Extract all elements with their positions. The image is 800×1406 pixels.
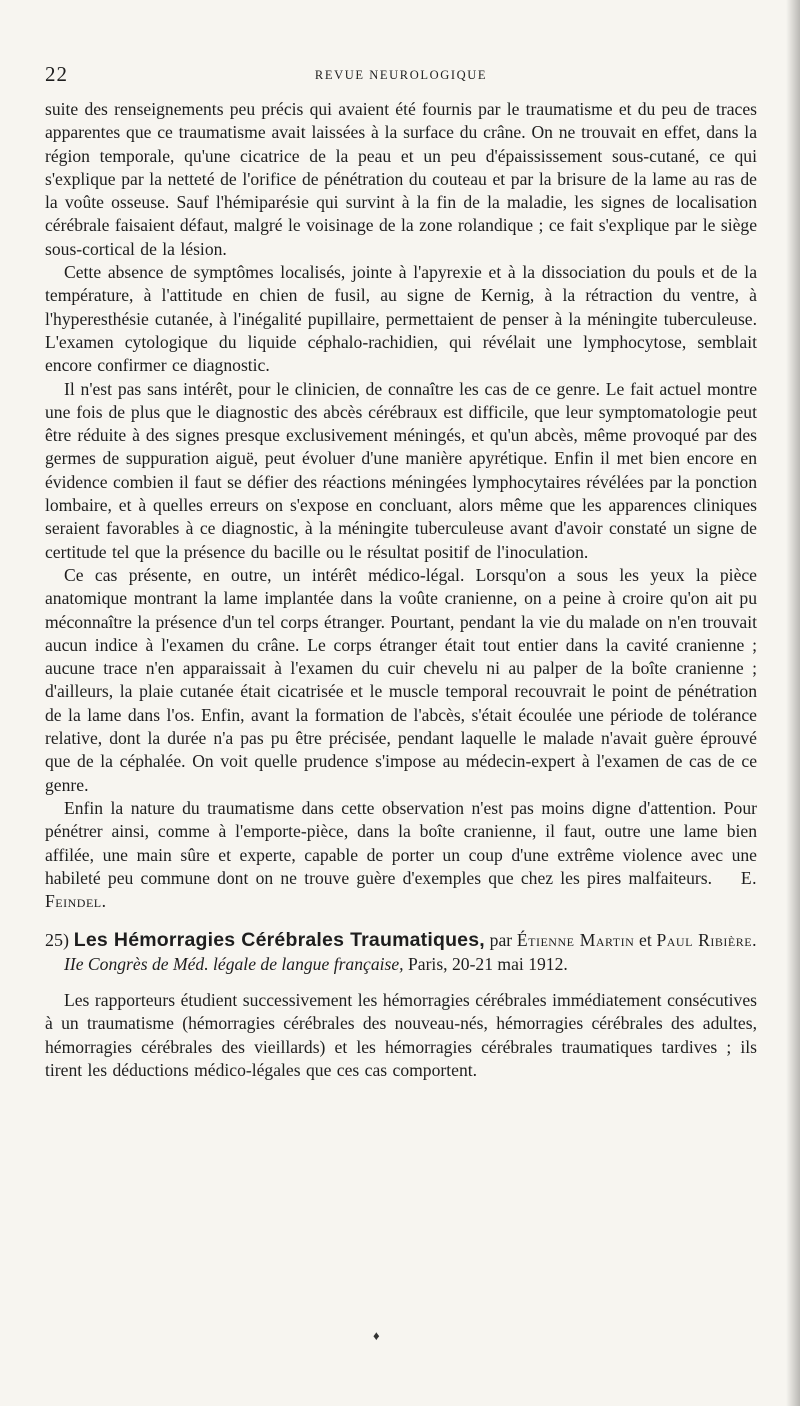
- paragraph-symptoms: Cette absence de symptômes localisés, jointe à l'apyrexie et à la dissociation du pouls et de la température, à l'attitude en chien de fusil, au signe de Kernig, à la rétraction du ventre, à l'hyperesthésie cutanée, à l'inégalité pupillaire, permettaient de penser à la méningite tuberculeuse. L'examen cytologique du liquide céphalo-rachidien, qui révélait une lymphocytose, semblait encore confirmer ce diagnostic.: [45, 262, 757, 376]
- paragraph-diagnosis: Il n'est pas sans intérêt, pour le clinicien, de connaître les cas de ce genre. Le fait actuel montre une fois de plus que le diagnostic des abcès cérébraux est difficile, que leur symptomatologie peut être réduite à des signes presque exclusivement méningés, et qu'un abcès, même provoqué par des germes de suppuration aiguë, peut évoluer d'une manière apyrétique. Enfin il met bien encore en évidence combien il faut se défier des réactions méningées lymphocytaires révélées par la ponction lombaire, et à quelles erreurs on s'expose en concluant, alors même que les apparences cliniques seraient favorables à ce diagnostic, à la méningite tuberculeuse avant d'avoir constaté un signe de certitude tel que la présence du bacille ou le résultat positif de l'inoculation.: [45, 378, 757, 562]
- abstract-text: Les rapporteurs étudient successivement les hémorragies cérébrales immédiatement consécutives à un traumatisme (hémorragies cérébrales des nouveau-nés, hémorragies cérébrales des adultes, hémorragies cérébrales des vieillards) et les hémorragies cérébrales traumatiques tardives ; ils tirent les déductions médico-légales que ces cas comportent.: [45, 989, 757, 1080]
- reference-title: Les Hémorragies Cérébrales Traumatiques,: [73, 929, 485, 952]
- footer-ornament: ♦: [373, 1328, 380, 1343]
- paragraph-conclusion: [45, 797, 757, 913]
- reference-place-date: Paris, 20-21 mai 1912.: [407, 953, 568, 974]
- article-body: [45, 98, 757, 913]
- reference-and: et: [639, 930, 652, 951]
- journal-page: [45, 58, 757, 1082]
- reference-abstract: [45, 989, 757, 1082]
- page-header: [45, 58, 757, 92]
- author-signature: E. Feindel.: [45, 867, 757, 912]
- paragraph-continuation: suite des renseignements peu précis qui avaient été fournis par le traumatisme et du peu de traces apparentes que ce traumatisme avait laissées à la surface du crâne. On ne trouvait en effet, dans la région temporale, qu'une cicatrice de la peau et un peu d'épaississement sous-cutané, ce qui s'explique par la netteté de l'orifice de pénétration du couteau et par la brisure de la lame au ras de la voûte osseuse. Sauf l'hémiparésie qui survint à la fin de la maladie, les signes de localisation cérébrale faisaient défaut, malgré le voisinage de la zone rolandique ; ce fait s'explique par le siège sous-cortical de la lésion.: [45, 99, 757, 259]
- reference-author-2: Paul Ribière.: [656, 930, 757, 951]
- reference-number: 25): [45, 930, 69, 951]
- paragraph-conclusion-text: Enfin la nature du traumatisme dans cette observation n'est pas moins digne d'attention. Pour pénétrer ainsi, comme à l'emporte-pièce, dans la boîte cranienne, il faut, outre une lame bien affilée, une main sûre et experte, capable de porter un coup d'une extrême violence avec une habileté peu commune dont on ne trouve guère d'exemples que chez les pires malfaiteurs.: [45, 797, 757, 888]
- reference-author-1: Étienne Martin: [516, 930, 635, 951]
- page-edge-shadow: [786, 0, 800, 1406]
- reference-entry: [45, 929, 757, 976]
- page-number: 22: [45, 62, 68, 86]
- reference-venue: IIe Congrès de Méd. légale de langue française,: [64, 953, 404, 974]
- paragraph-medico-legal: Ce cas présente, en outre, un intérêt médico-légal. Lorsqu'on a sous les yeux la pièce anatomique montrant la lame implantée dans la voûte cranienne, on a peine à croire qu'on ait pu méconnaître la présence d'un tel corps étranger. Pourtant, pendant la vie du malade on n'en trouvait aucun indice à l'examen du crâne. Le corps étranger était tout entier dans la cavité cranienne ; aucune trace n'en apparaissait à l'examen du cuir chevelu ni au palper de la boîte cranienne ; d'ailleurs, la plaie cutanée était cicatrisée et le muscle temporal recouvrait le point de pénétration de la lame dans l'os. Enfin, avant la formation de l'abcès, s'était écoulée une période de tolérance relative, dont la durée n'a pas pu être précisée, pendant laquelle le malade n'avait guère éprouvé que de la céphalée. On voit quelle prudence s'impose au médecin-expert à l'examen de cas de ce genre.: [45, 564, 757, 795]
- reference-by: par: [489, 930, 513, 951]
- running-title: REVUE NEUROLOGIQUE: [314, 68, 488, 82]
